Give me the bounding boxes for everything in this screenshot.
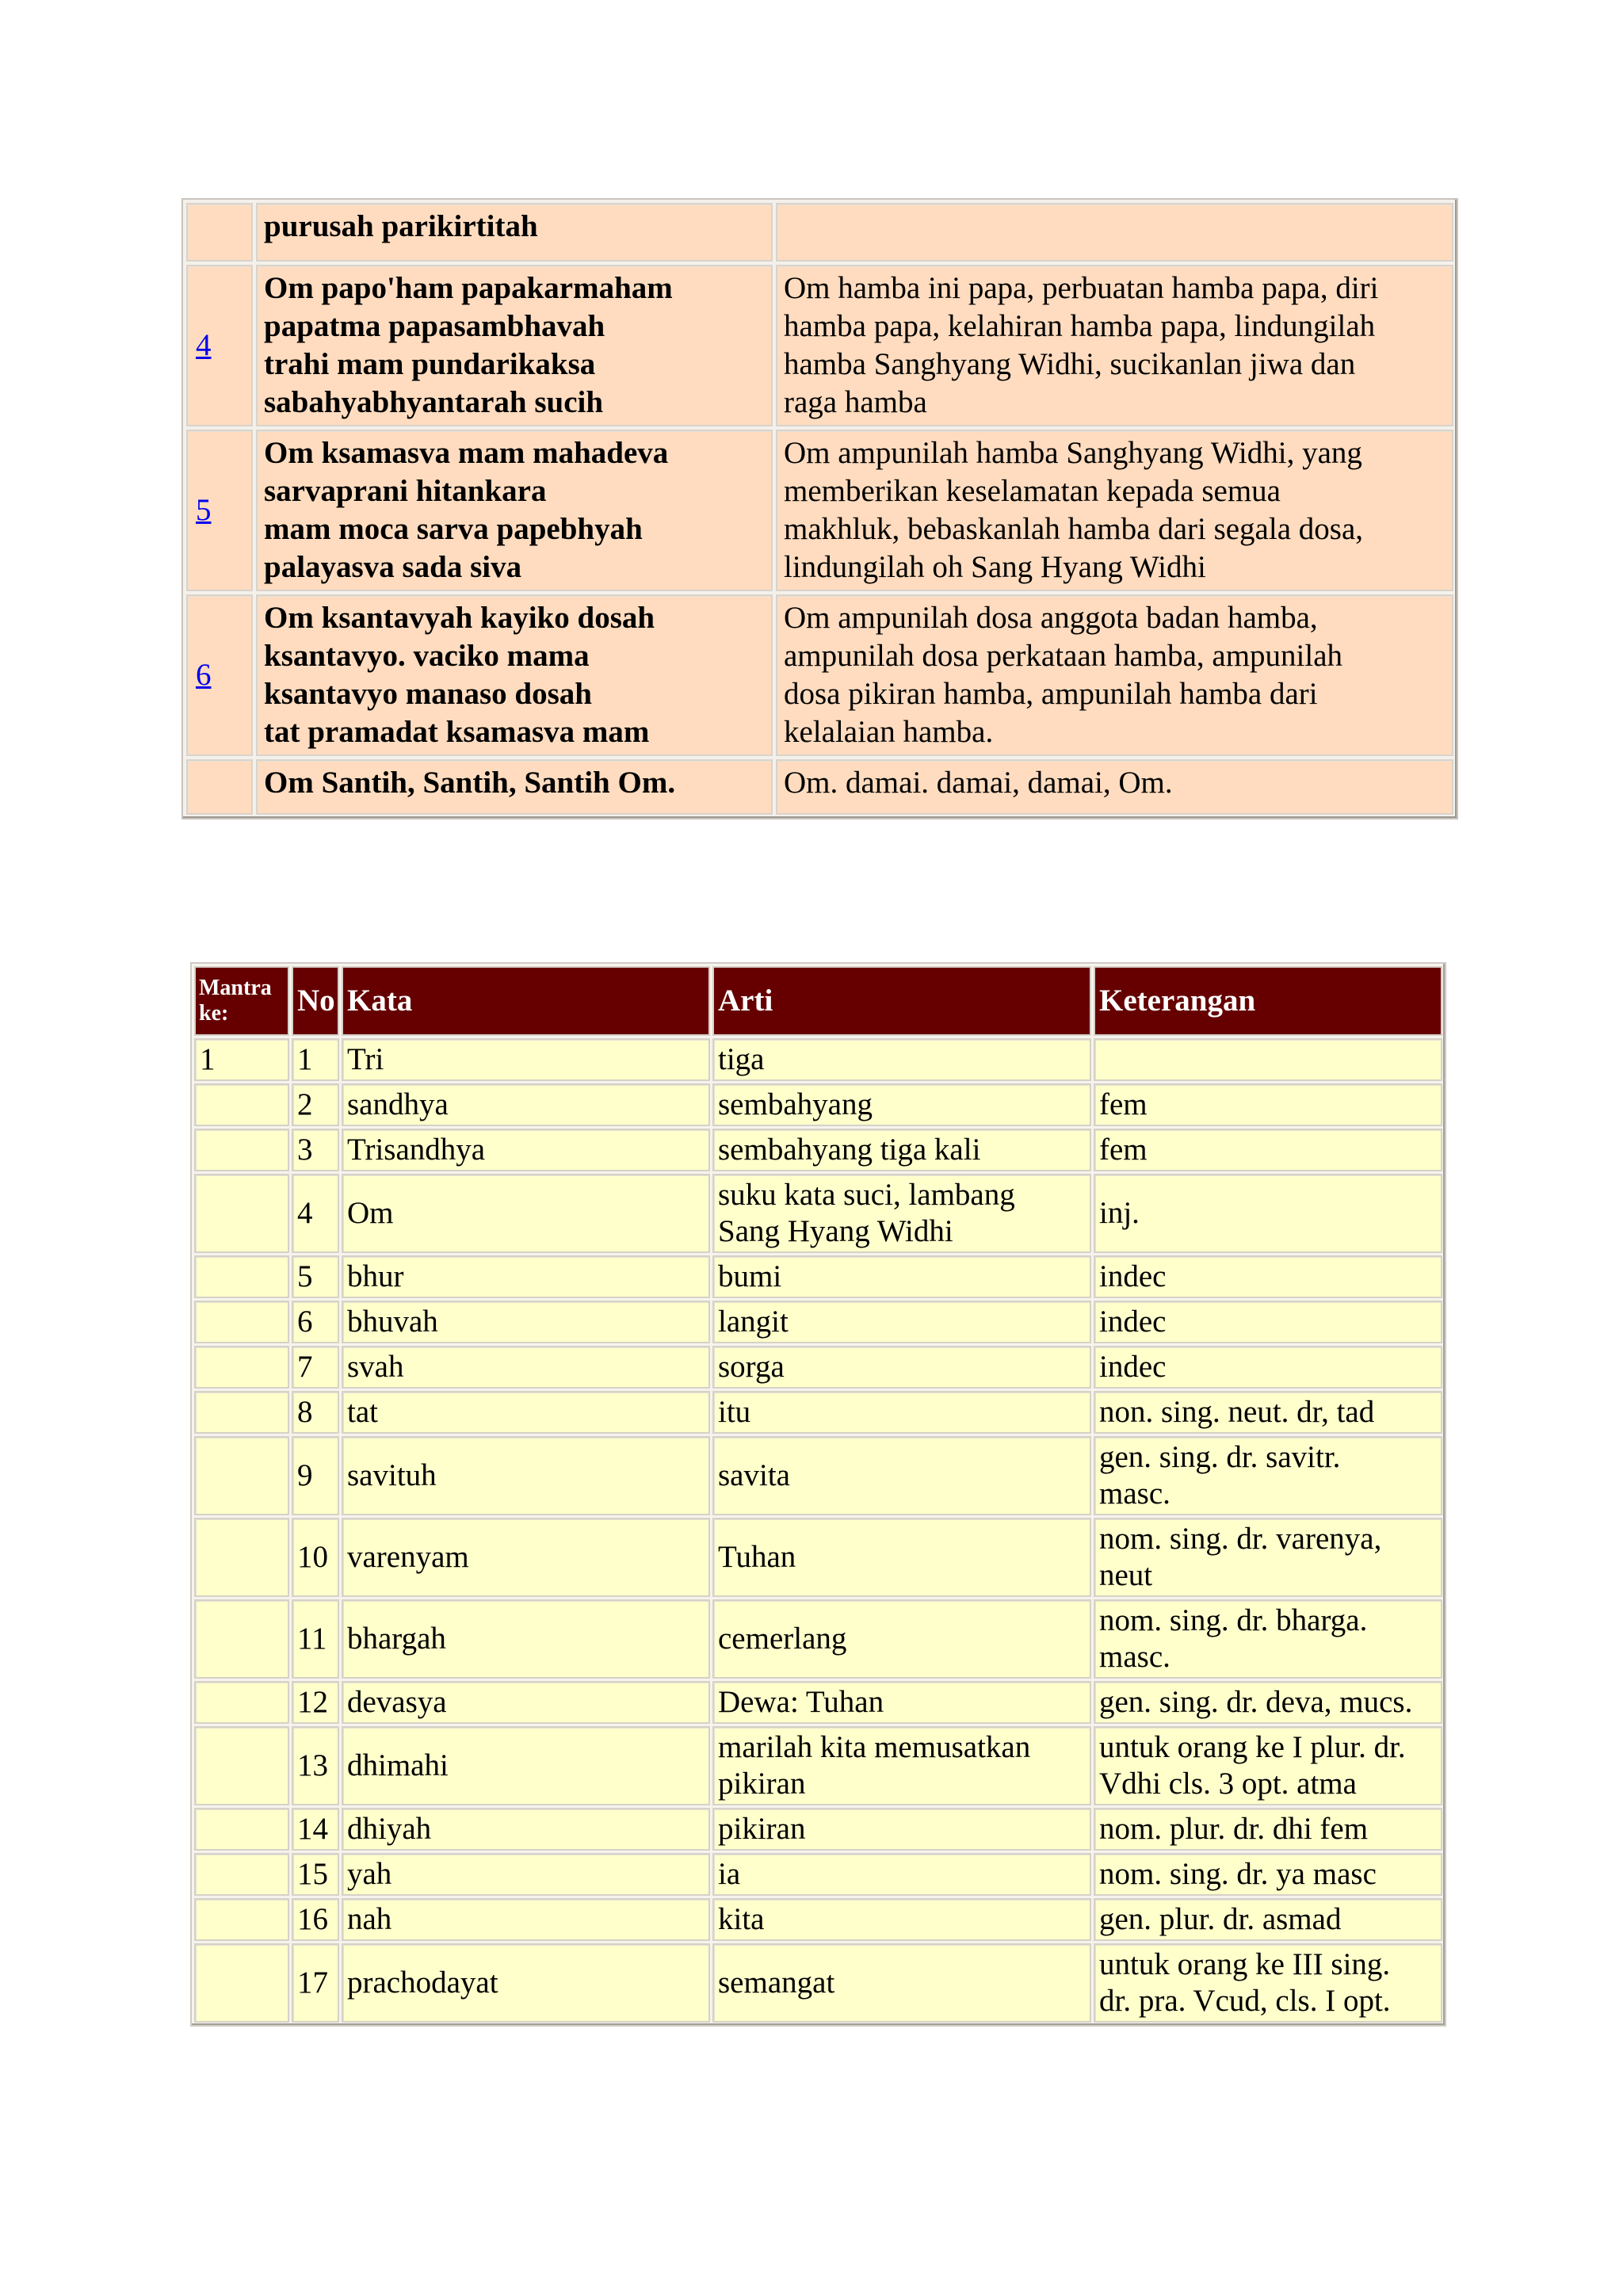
sanskrit-line: Om ksamasva mam mahadeva <box>264 436 669 470</box>
table-row <box>194 1726 1442 1805</box>
table-row <box>194 1083 1442 1126</box>
cell-arti <box>712 1129 1091 1171</box>
table-row <box>194 1174 1442 1253</box>
mantra-number-cell <box>186 594 253 756</box>
sanskrit-line: tat pramadat ksamasva mam <box>264 715 650 749</box>
translation-line: raga hamba <box>784 385 927 419</box>
keterangan-line: fem <box>1099 1133 1148 1167</box>
keterangan-line: nom. sing. dr. varenya, <box>1099 1522 1382 1556</box>
cell-arti <box>712 1255 1091 1298</box>
table-row <box>194 1129 1442 1171</box>
cell-keterangan <box>1094 1083 1442 1126</box>
mantra-row <box>186 203 1453 262</box>
translation-line: hamba papa, kelahiran hamba papa, lindungilah <box>784 309 1376 343</box>
translation-line: lindungilah oh Sang Hyang Widhi <box>784 550 1206 584</box>
table-row <box>194 1436 1442 1515</box>
cell-no: 14 <box>292 1808 339 1851</box>
sanskrit-line: sabahyabhyantarah sucih <box>264 385 604 419</box>
sanskrit-line: mam moca sarva papebhyah <box>264 512 643 546</box>
cell-keterangan <box>1094 1681 1442 1724</box>
table-row <box>194 1346 1442 1389</box>
cell-keterangan <box>1094 1436 1442 1515</box>
table-row <box>194 1518 1442 1597</box>
cell-mantra <box>194 1346 289 1389</box>
table-row <box>194 1255 1442 1298</box>
mantra-row <box>186 594 1453 756</box>
sanskrit-cell <box>256 430 773 591</box>
arti-line: Tuhan <box>718 1540 796 1574</box>
translation-cell <box>776 203 1453 262</box>
translation-line: memberikan keselamatan kepada semua <box>784 474 1281 508</box>
translation-cell <box>776 265 1453 426</box>
cell-no: 16 <box>292 1898 339 1941</box>
cell-keterangan <box>1094 1129 1442 1171</box>
sanskrit-cell <box>256 759 773 815</box>
sanskrit-line: Om papo'ham papakarmaham <box>264 271 673 305</box>
keterangan-line: masc. <box>1099 1477 1170 1511</box>
cell-arti <box>712 1808 1091 1851</box>
cell-keterangan <box>1094 1808 1442 1851</box>
cell-kata: dhimahi <box>342 1726 710 1805</box>
cell-keterangan <box>1094 1301 1442 1343</box>
translation-cell <box>776 594 1453 756</box>
mantra-number-cell <box>186 430 253 591</box>
header-no: No <box>292 966 339 1036</box>
header-mantra-line: Mantra <box>199 976 272 1000</box>
cell-arti <box>712 1599 1091 1679</box>
cell-mantra <box>194 1898 289 1941</box>
sanskrit-line: ksantavyo. vaciko mama <box>264 639 590 673</box>
cell-mantra <box>194 1599 289 1679</box>
keterangan-line: inj. <box>1099 1196 1140 1230</box>
translation-cell <box>776 759 1453 815</box>
cell-keterangan <box>1094 1391 1442 1434</box>
translation-line: Om. damai. damai, damai, Om. <box>784 766 1173 800</box>
cell-mantra <box>194 1853 289 1896</box>
mantra-row <box>186 759 1453 815</box>
translation-line: kelalaian hamba. <box>784 715 994 749</box>
cell-mantra <box>194 1436 289 1515</box>
sanskrit-line: palayasva sada siva <box>264 550 522 584</box>
sanskrit-line: ksantavyo manaso dosah <box>264 677 592 711</box>
mantra-number-cell <box>186 203 253 262</box>
arti-line: Sang Hyang Widhi <box>718 1214 953 1248</box>
cell-arti <box>712 1391 1091 1434</box>
sanskrit-line: papatma papasambhavah <box>264 309 605 343</box>
sanskrit-line: purusah parikirtitah <box>264 209 538 243</box>
arti-line: Dewa: Tuhan <box>718 1685 884 1719</box>
cell-arti <box>712 1898 1091 1941</box>
sanskrit-cell <box>256 203 773 262</box>
cell-keterangan <box>1094 1038 1442 1081</box>
cell-arti <box>712 1943 1091 2023</box>
cell-mantra <box>194 1943 289 2023</box>
cell-kata: bhargah <box>342 1599 710 1679</box>
translation-line: Om hamba ini papa, perbuatan hamba papa, diri <box>784 271 1379 305</box>
translation-line: dosa pikiran hamba, ampunilah hamba dari <box>784 677 1318 711</box>
arti-line: savita <box>718 1458 790 1492</box>
keterangan-line: gen. sing. dr. savitr. <box>1099 1440 1341 1474</box>
arti-line: tiga <box>718 1042 765 1076</box>
sanskrit-line: Om Santih, Santih, Santih Om. <box>264 766 676 800</box>
cell-no: 12 <box>292 1681 339 1724</box>
cell-keterangan <box>1094 1726 1442 1805</box>
translation-line: ampunilah dosa perkataan hamba, ampunilah <box>784 639 1343 673</box>
cell-mantra <box>194 1726 289 1805</box>
table-row <box>194 1038 1442 1081</box>
mantra-row <box>186 430 1453 591</box>
mantra-number-link[interactable]: 4 <box>196 328 212 362</box>
keterangan-line: nom. sing. dr. bharga. <box>1099 1603 1368 1637</box>
sanskrit-line: trahi mam pundarikaksa <box>264 347 596 381</box>
cell-kata: Trisandhya <box>342 1129 710 1171</box>
table-row <box>194 1808 1442 1851</box>
arti-line: pikiran <box>718 1767 806 1801</box>
translation-line: Om ampunilah dosa anggota badan hamba, <box>784 601 1318 635</box>
arti-line: bumi <box>718 1259 782 1293</box>
cell-no: 9 <box>292 1436 339 1515</box>
arti-line: cemerlang <box>718 1622 847 1656</box>
header-mantra <box>194 966 289 1036</box>
cell-arti <box>712 1726 1091 1805</box>
translation-line: hamba Sanghyang Widhi, sucikanlan jiwa dan <box>784 347 1356 381</box>
table-row <box>194 1943 1442 2023</box>
cell-kata: bhur <box>342 1255 710 1298</box>
cell-kata: dhiyah <box>342 1808 710 1851</box>
cell-kata: tat <box>342 1391 710 1434</box>
cell-arti <box>712 1038 1091 1081</box>
cell-arti <box>712 1174 1091 1253</box>
keterangan-line: dr. pra. Vcud, cls. I opt. <box>1099 1984 1391 2018</box>
mantra-number-cell <box>186 265 253 426</box>
arti-line: langit <box>718 1305 789 1339</box>
cell-arti <box>712 1436 1091 1515</box>
cell-arti <box>712 1518 1091 1597</box>
keterangan-line: untuk orang ke I plur. dr. <box>1099 1730 1406 1764</box>
cell-mantra <box>194 1255 289 1298</box>
translation-line: Om ampunilah hamba Sanghyang Widhi, yang <box>784 436 1362 470</box>
sanskrit-line: sarvaprani hitankara <box>264 474 547 508</box>
cell-no: 1 <box>292 1038 339 1081</box>
cell-kata: sandhya <box>342 1083 710 1126</box>
cell-mantra <box>194 1808 289 1851</box>
cell-no: 10 <box>292 1518 339 1597</box>
keterangan-line: nom. plur. dr. dhi fem <box>1099 1812 1369 1846</box>
cell-keterangan <box>1094 1518 1442 1597</box>
cell-arti <box>712 1853 1091 1896</box>
mantra-number-link[interactable]: 6 <box>196 658 212 692</box>
cell-arti <box>712 1681 1091 1724</box>
keterangan-line: fem <box>1099 1087 1148 1121</box>
mantra-row <box>186 265 1453 426</box>
arti-line: sembahyang tiga kali <box>718 1133 981 1167</box>
arti-line: ia <box>718 1857 741 1891</box>
cell-kata: svah <box>342 1346 710 1389</box>
vocabulary-table <box>190 962 1446 2027</box>
arti-line: sembahyang <box>718 1087 873 1121</box>
mantra-number-link[interactable]: 5 <box>196 493 212 527</box>
cell-no: 11 <box>292 1599 339 1679</box>
cell-kata: varenyam <box>342 1518 710 1597</box>
cell-mantra <box>194 1518 289 1597</box>
cell-kata: devasya <box>342 1681 710 1724</box>
mantra-number-cell <box>186 759 253 815</box>
cell-kata: savituh <box>342 1436 710 1515</box>
cell-no: 13 <box>292 1726 339 1805</box>
cell-kata: Om <box>342 1174 710 1253</box>
cell-mantra <box>194 1391 289 1434</box>
cell-mantra <box>194 1301 289 1343</box>
cell-mantra <box>194 1129 289 1171</box>
arti-line: kita <box>718 1902 765 1936</box>
arti-line: semangat <box>718 1966 835 2000</box>
cell-no: 6 <box>292 1301 339 1343</box>
keterangan-line: masc. <box>1099 1640 1170 1674</box>
cell-keterangan <box>1094 1174 1442 1253</box>
table-row <box>194 1301 1442 1343</box>
table-row <box>194 1599 1442 1679</box>
table-row <box>194 1898 1442 1941</box>
keterangan-line: untuk orang ke III sing. <box>1099 1947 1391 1981</box>
mantra-table <box>181 198 1458 819</box>
translation-line: makhluk, bebaskanlah hamba dari segala dosa, <box>784 512 1364 546</box>
keterangan-line: indec <box>1099 1350 1167 1384</box>
header-mantra-line: ke: <box>199 1001 229 1026</box>
cell-no: 8 <box>292 1391 339 1434</box>
cell-arti <box>712 1083 1091 1126</box>
header-arti: Arti <box>712 966 1091 1036</box>
cell-no: 2 <box>292 1083 339 1126</box>
sanskrit-cell <box>256 265 773 426</box>
keterangan-line: nom. sing. dr. ya masc <box>1099 1857 1377 1891</box>
cell-keterangan <box>1094 1255 1442 1298</box>
cell-keterangan <box>1094 1346 1442 1389</box>
cell-kata: bhuvah <box>342 1301 710 1343</box>
cell-no: 5 <box>292 1255 339 1298</box>
cell-mantra <box>194 1681 289 1724</box>
header-keterangan: Keterangan <box>1094 966 1442 1036</box>
cell-keterangan <box>1094 1898 1442 1941</box>
table-row <box>194 1681 1442 1724</box>
cell-no: 15 <box>292 1853 339 1896</box>
cell-keterangan <box>1094 1599 1442 1679</box>
keterangan-line: gen. plur. dr. asmad <box>1099 1902 1342 1936</box>
cell-mantra: 1 <box>194 1038 289 1081</box>
cell-kata: Tri <box>342 1038 710 1081</box>
cell-keterangan <box>1094 1943 1442 2023</box>
keterangan-line: indec <box>1099 1305 1167 1339</box>
cell-mantra <box>194 1174 289 1253</box>
keterangan-line: gen. sing. dr. deva, mucs. <box>1099 1685 1413 1719</box>
cell-kata: nah <box>342 1898 710 1941</box>
sanskrit-cell <box>256 594 773 756</box>
cell-arti <box>712 1346 1091 1389</box>
sanskrit-line: Om ksantavyah kayiko dosah <box>264 601 655 635</box>
arti-line: marilah kita memusatkan <box>718 1730 1031 1764</box>
cell-mantra <box>194 1083 289 1126</box>
table-row <box>194 1853 1442 1896</box>
keterangan-line: Vdhi cls. 3 opt. atma <box>1099 1767 1357 1801</box>
arti-line: suku kata suci, lambang <box>718 1178 1015 1212</box>
cell-no: 7 <box>292 1346 339 1389</box>
cell-no: 4 <box>292 1174 339 1253</box>
cell-arti <box>712 1301 1091 1343</box>
table-row <box>194 1391 1442 1434</box>
keterangan-line: non. sing. neut. dr, tad <box>1099 1395 1375 1429</box>
cell-no: 17 <box>292 1943 339 2023</box>
vocabulary-header-row <box>194 966 1442 1036</box>
cell-kata: yah <box>342 1853 710 1896</box>
cell-no: 3 <box>292 1129 339 1171</box>
translation-cell <box>776 430 1453 591</box>
keterangan-line: indec <box>1099 1259 1167 1293</box>
arti-line: sorga <box>718 1350 785 1384</box>
header-kata: Kata <box>342 966 710 1036</box>
keterangan-line: neut <box>1099 1558 1153 1592</box>
arti-line: itu <box>718 1395 751 1429</box>
cell-keterangan <box>1094 1853 1442 1896</box>
cell-kata: prachodayat <box>342 1943 710 2023</box>
arti-line: pikiran <box>718 1812 806 1846</box>
